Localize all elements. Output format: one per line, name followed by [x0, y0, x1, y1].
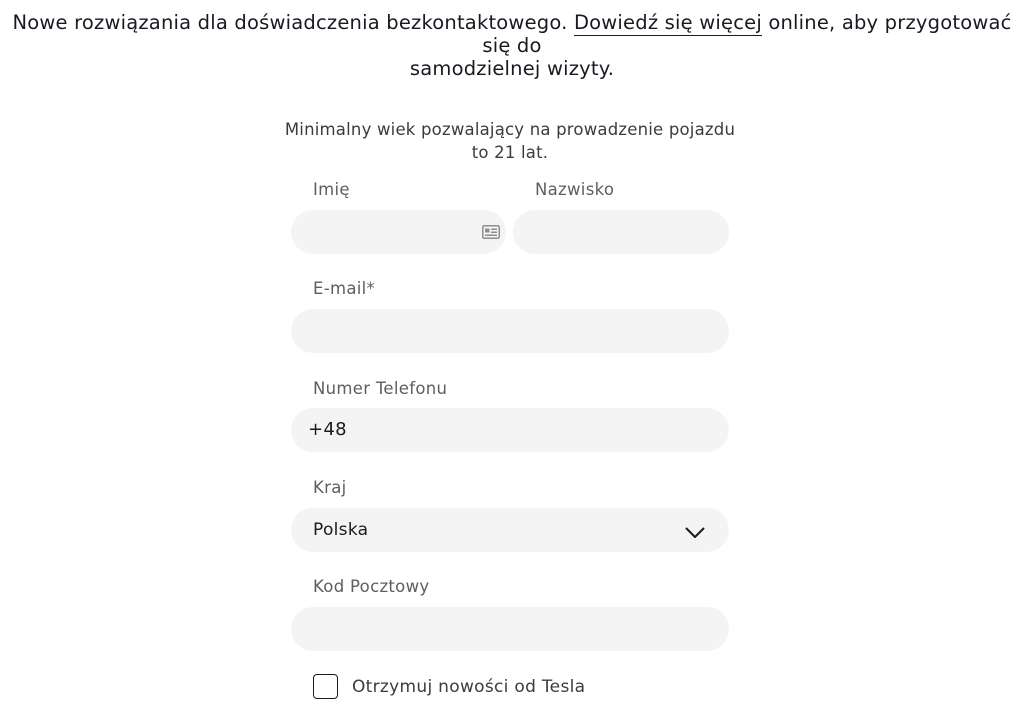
email-field — [291, 309, 729, 353]
email-input[interactable] — [291, 309, 729, 353]
banner-text-line2: samodzielnej wizyty. — [409, 57, 615, 80]
country-label: Kraj — [313, 478, 347, 497]
contactless-banner — [0, 11, 1024, 80]
first-name-label: Imię — [313, 180, 350, 199]
first-name-input[interactable] — [291, 210, 506, 254]
notice-line2: to 21 lat. — [471, 143, 549, 162]
minimum-age-notice — [282, 118, 738, 164]
country-select[interactable] — [291, 508, 729, 552]
notice-line1: Minimalny wiek pozwalający na prowadzenie pojazdu — [284, 120, 736, 139]
phone-label: Numer Telefonu — [313, 379, 448, 398]
last-name-input[interactable] — [513, 210, 729, 254]
last-name-field — [513, 210, 729, 254]
last-name-label: Nazwisko — [535, 180, 615, 199]
chevron-down-icon — [685, 524, 705, 536]
newsletter-checkbox-label[interactable]: Otrzymuj nowości od Tesla — [352, 677, 586, 697]
phone-input[interactable]: +48 — [308, 419, 347, 440]
banner-text-after: online, aby przygotować się do — [482, 11, 1012, 57]
learn-more-link[interactable]: Dowiedź się więcej — [573, 11, 762, 34]
postal-code-field — [291, 607, 729, 651]
first-name-field — [291, 210, 506, 254]
country-selected-value: Polska — [313, 520, 369, 540]
phone-field[interactable] — [291, 408, 729, 452]
postal-code-label: Kod Pocztowy — [313, 577, 430, 596]
postal-code-input[interactable] — [291, 607, 729, 651]
newsletter-checkbox[interactable] — [313, 674, 338, 699]
contact-card-icon[interactable] — [482, 224, 500, 238]
banner-text-before: Nowe rozwiązania dla doświadczenia bezkontaktowego. — [12, 11, 574, 34]
email-label: E-mail* — [313, 279, 376, 298]
